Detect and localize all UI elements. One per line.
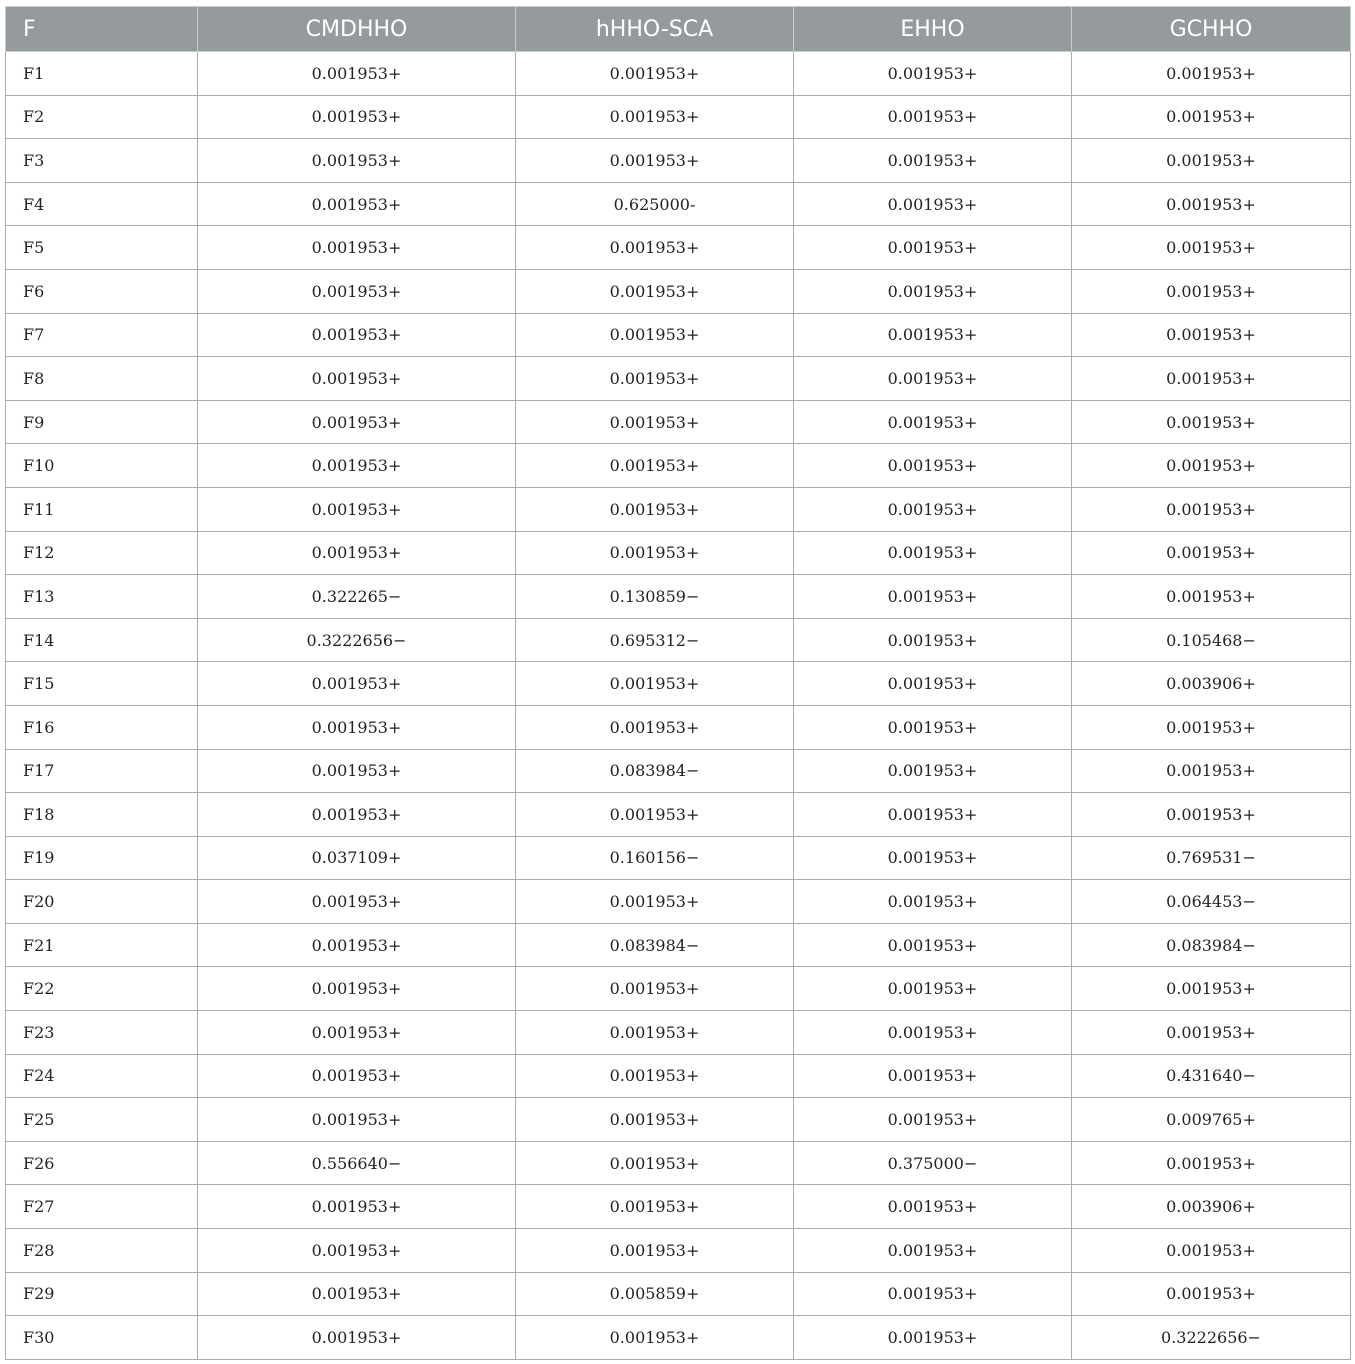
p-value-cell: 0.001953+	[794, 444, 1072, 488]
function-label-cell: F4	[6, 182, 198, 226]
p-value-cell: 0.001953+	[1072, 531, 1351, 575]
p-value-cell: 0.001953+	[794, 880, 1072, 924]
p-value-cell: 0.001953+	[198, 705, 516, 749]
p-value-cell: 0.001953+	[1072, 313, 1351, 357]
function-label-cell: F21	[6, 923, 198, 967]
p-value-cell: 0.001953+	[794, 487, 1072, 531]
p-value-cell: 0.001953+	[198, 182, 516, 226]
table-row	[6, 836, 1351, 880]
p-value-cell: 0.001953+	[516, 226, 794, 270]
p-value-cell: 0.001953+	[198, 313, 516, 357]
p-value-cell: 0.001953+	[198, 357, 516, 401]
function-label-cell: F26	[6, 1141, 198, 1185]
table-row	[6, 793, 1351, 837]
p-value-cell: 0.001953+	[198, 880, 516, 924]
table-row	[6, 1316, 1351, 1360]
header-row	[6, 7, 1351, 52]
p-value-cell: 0.001953+	[198, 444, 516, 488]
function-label-cell: F28	[6, 1229, 198, 1273]
table-row	[6, 487, 1351, 531]
p-value-cell: 0.001953+	[794, 531, 1072, 575]
p-value-cell: 0.001953+	[198, 662, 516, 706]
p-value-cell: 0.3222656−	[1072, 1316, 1351, 1360]
p-value-cell: 0.001953+	[516, 531, 794, 575]
p-value-cell: 0.001953+	[516, 1316, 794, 1360]
p-value-cell: 0.001953+	[794, 923, 1072, 967]
table-row	[6, 923, 1351, 967]
p-value-cell: 0.001953+	[198, 139, 516, 183]
p-value-cell: 0.130859−	[516, 575, 794, 619]
p-value-cell: 0.001953+	[198, 793, 516, 837]
p-value-cell: 0.001953+	[794, 313, 1072, 357]
p-value-cell: 0.001953+	[198, 52, 516, 96]
p-value-cell: 0.001953+	[1072, 52, 1351, 96]
table-row	[6, 95, 1351, 139]
header-cell-hhho-sca: hHHO-SCA	[516, 7, 794, 52]
p-value-cell: 0.001953+	[516, 313, 794, 357]
table-row	[6, 967, 1351, 1011]
table-row	[6, 1272, 1351, 1316]
p-value-cell: 0.001953+	[198, 531, 516, 575]
p-value-cell: 0.001953+	[794, 1054, 1072, 1098]
table-row	[6, 52, 1351, 96]
function-label-cell: F18	[6, 793, 198, 837]
p-value-cell: 0.001953+	[794, 1272, 1072, 1316]
function-label-cell: F5	[6, 226, 198, 270]
p-value-cell: 0.375000−	[794, 1141, 1072, 1185]
p-value-cell: 0.001953+	[198, 1098, 516, 1142]
p-value-cell: 0.064453−	[1072, 880, 1351, 924]
function-label-cell: F3	[6, 139, 198, 183]
p-value-cell: 0.001953+	[198, 1272, 516, 1316]
p-value-cell: 0.001953+	[1072, 357, 1351, 401]
p-value-cell: 0.037109+	[198, 836, 516, 880]
p-value-cell: 0.083984−	[516, 749, 794, 793]
p-value-cell: 0.001953+	[1072, 793, 1351, 837]
table-row	[6, 749, 1351, 793]
p-value-cell: 0.001953+	[794, 1011, 1072, 1055]
table-row	[6, 1054, 1351, 1098]
p-value-cell: 0.001953+	[1072, 1272, 1351, 1316]
table-row	[6, 880, 1351, 924]
p-value-cell: 0.001953+	[516, 1229, 794, 1273]
function-label-cell: F24	[6, 1054, 198, 1098]
p-value-cell: 0.001953+	[794, 1229, 1072, 1273]
results-table-container	[5, 6, 1350, 1360]
p-value-cell: 0.160156−	[516, 836, 794, 880]
p-value-cell: 0.001953+	[794, 1098, 1072, 1142]
p-value-cell: 0.001953+	[794, 182, 1072, 226]
table-row	[6, 182, 1351, 226]
p-value-cell: 0.001953+	[198, 400, 516, 444]
p-value-cell: 0.001953+	[198, 1229, 516, 1273]
function-label-cell: F15	[6, 662, 198, 706]
p-value-cell: 0.001953+	[1072, 1229, 1351, 1273]
p-value-cell: 0.001953+	[1072, 487, 1351, 531]
table-row	[6, 1098, 1351, 1142]
p-value-cell: 0.001953+	[1072, 1011, 1351, 1055]
p-value-cell: 0.001953+	[794, 836, 1072, 880]
header-cell-cmdhho: CMDHHO	[198, 7, 516, 52]
p-value-cell: 0.001953+	[516, 269, 794, 313]
function-label-cell: F23	[6, 1011, 198, 1055]
function-label-cell: F25	[6, 1098, 198, 1142]
function-label-cell: F9	[6, 400, 198, 444]
function-label-cell: F16	[6, 705, 198, 749]
table-row	[6, 1185, 1351, 1229]
function-label-cell: F22	[6, 967, 198, 1011]
p-value-cell: 0.556640−	[198, 1141, 516, 1185]
p-value-cell: 0.001953+	[516, 880, 794, 924]
p-value-cell: 0.001953+	[1072, 226, 1351, 270]
p-value-cell: 0.001953+	[794, 269, 1072, 313]
p-value-cell: 0.001953+	[1072, 444, 1351, 488]
p-value-cell: 0.001953+	[198, 923, 516, 967]
p-value-cell: 0.695312−	[516, 618, 794, 662]
table-body	[6, 52, 1351, 1360]
function-label-cell: F17	[6, 749, 198, 793]
p-value-cell: 0.001953+	[198, 1011, 516, 1055]
p-value-cell: 0.001953+	[516, 139, 794, 183]
p-value-cell: 0.001953+	[516, 1141, 794, 1185]
p-value-cell: 0.001953+	[516, 1054, 794, 1098]
results-table	[5, 6, 1351, 1360]
p-value-cell: 0.001953+	[1072, 749, 1351, 793]
p-value-cell: 0.001953+	[1072, 139, 1351, 183]
function-label-cell: F8	[6, 357, 198, 401]
p-value-cell: 0.001953+	[516, 1098, 794, 1142]
p-value-cell: 0.083984−	[516, 923, 794, 967]
p-value-cell: 0.001953+	[1072, 269, 1351, 313]
p-value-cell: 0.001953+	[1072, 967, 1351, 1011]
function-label-cell: F14	[6, 618, 198, 662]
p-value-cell: 0.001953+	[198, 749, 516, 793]
p-value-cell: 0.001953+	[794, 1185, 1072, 1229]
p-value-cell: 0.001953+	[1072, 95, 1351, 139]
table-row	[6, 531, 1351, 575]
p-value-cell: 0.001953+	[516, 793, 794, 837]
p-value-cell: 0.001953+	[1072, 400, 1351, 444]
table-row	[6, 226, 1351, 270]
p-value-cell: 0.001953+	[516, 52, 794, 96]
p-value-cell: 0.001953+	[1072, 182, 1351, 226]
p-value-cell: 0.001953+	[516, 444, 794, 488]
function-label-cell: F19	[6, 836, 198, 880]
p-value-cell: 0.005859+	[516, 1272, 794, 1316]
p-value-cell: 0.001953+	[198, 269, 516, 313]
table-row	[6, 1011, 1351, 1055]
p-value-cell: 0.001953+	[516, 487, 794, 531]
table-row	[6, 662, 1351, 706]
p-value-cell: 0.001953+	[198, 967, 516, 1011]
p-value-cell: 0.001953+	[794, 400, 1072, 444]
p-value-cell: 0.001953+	[794, 226, 1072, 270]
header-cell-ehho: EHHO	[794, 7, 1072, 52]
table-row	[6, 618, 1351, 662]
p-value-cell: 0.105468−	[1072, 618, 1351, 662]
p-value-cell: 0.001953+	[794, 1316, 1072, 1360]
p-value-cell: 0.001953+	[516, 1185, 794, 1229]
p-value-cell: 0.001953+	[794, 95, 1072, 139]
table-row	[6, 705, 1351, 749]
p-value-cell: 0.001953+	[794, 793, 1072, 837]
p-value-cell: 0.001953+	[1072, 1141, 1351, 1185]
p-value-cell: 0.003906+	[1072, 662, 1351, 706]
p-value-cell: 0.001953+	[198, 226, 516, 270]
p-value-cell: 0.001953+	[794, 662, 1072, 706]
table-row	[6, 139, 1351, 183]
p-value-cell: 0.769531−	[1072, 836, 1351, 880]
p-value-cell: 0.001953+	[198, 487, 516, 531]
table-row	[6, 313, 1351, 357]
table-row	[6, 1141, 1351, 1185]
function-label-cell: F29	[6, 1272, 198, 1316]
p-value-cell: 0.431640−	[1072, 1054, 1351, 1098]
p-value-cell: 0.001953+	[794, 357, 1072, 401]
p-value-cell: 0.322265−	[198, 575, 516, 619]
p-value-cell: 0.001953+	[198, 1316, 516, 1360]
table-row	[6, 357, 1351, 401]
p-value-cell: 0.001953+	[794, 749, 1072, 793]
p-value-cell: 0.001953+	[516, 705, 794, 749]
p-value-cell: 0.001953+	[516, 967, 794, 1011]
p-value-cell: 0.083984−	[1072, 923, 1351, 967]
p-value-cell: 0.001953+	[516, 662, 794, 706]
p-value-cell: 0.001953+	[198, 1185, 516, 1229]
p-value-cell: 0.001953+	[794, 575, 1072, 619]
p-value-cell: 0.001953+	[1072, 575, 1351, 619]
p-value-cell: 0.001953+	[794, 139, 1072, 183]
header-cell-gchho: GCHHO	[1072, 7, 1351, 52]
p-value-cell: 0.001953+	[794, 967, 1072, 1011]
table-row	[6, 444, 1351, 488]
p-value-cell: 0.001953+	[1072, 705, 1351, 749]
p-value-cell: 0.001953+	[516, 400, 794, 444]
p-value-cell: 0.003906+	[1072, 1185, 1351, 1229]
function-label-cell: F10	[6, 444, 198, 488]
table-row	[6, 269, 1351, 313]
function-label-cell: F27	[6, 1185, 198, 1229]
p-value-cell: 0.625000-	[516, 182, 794, 226]
function-label-cell: F12	[6, 531, 198, 575]
p-value-cell: 0.001953+	[198, 1054, 516, 1098]
p-value-cell: 0.001953+	[516, 95, 794, 139]
p-value-cell: 0.3222656−	[198, 618, 516, 662]
p-value-cell: 0.001953+	[794, 705, 1072, 749]
header-cell-function: F	[6, 7, 198, 52]
table-row	[6, 575, 1351, 619]
table-row	[6, 1229, 1351, 1273]
function-label-cell: F20	[6, 880, 198, 924]
p-value-cell: 0.001953+	[198, 95, 516, 139]
function-label-cell: F6	[6, 269, 198, 313]
function-label-cell: F30	[6, 1316, 198, 1360]
function-label-cell: F13	[6, 575, 198, 619]
p-value-cell: 0.009765+	[1072, 1098, 1351, 1142]
function-label-cell: F7	[6, 313, 198, 357]
function-label-cell: F11	[6, 487, 198, 531]
p-value-cell: 0.001953+	[516, 357, 794, 401]
function-label-cell: F2	[6, 95, 198, 139]
function-label-cell: F1	[6, 52, 198, 96]
p-value-cell: 0.001953+	[794, 52, 1072, 96]
p-value-cell: 0.001953+	[794, 618, 1072, 662]
table-header	[6, 7, 1351, 52]
p-value-cell: 0.001953+	[516, 1011, 794, 1055]
table-row	[6, 400, 1351, 444]
